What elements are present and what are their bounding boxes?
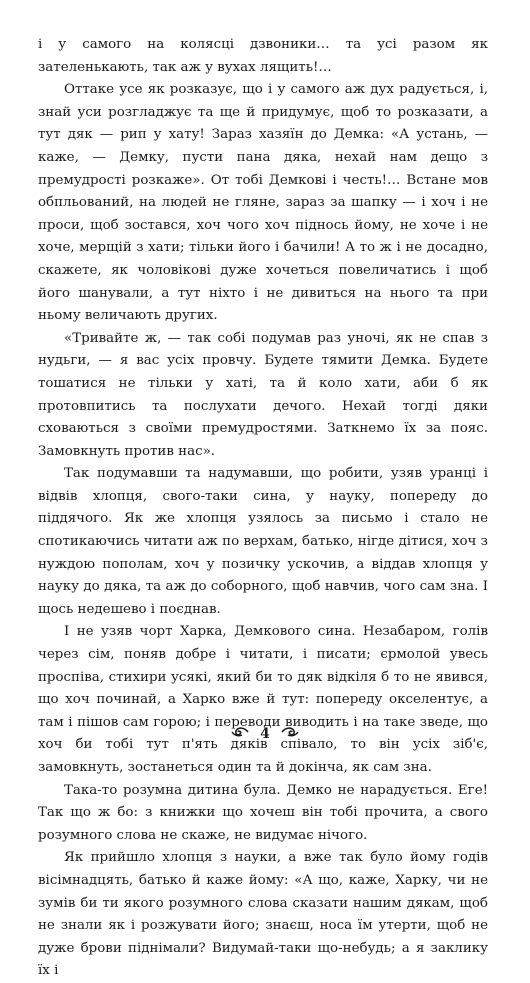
- page-number: 4: [260, 726, 270, 742]
- paragraph: І не узяв чорт Харка, Демкового сина. Незабаром, голів через сім, поняв добре і читати, і писати; єрмолой увесь проспіва, стихири усякі, який би то дяк відкіля б то не явився, що хоч починай, а Харко вже й тут: попереду окселентує, а там і пішов сам горою; і переводи виводить і на таке зведе, що хоч би тобі тут п'ять дяків співало, то він усіх зіб'є, замовкнуть, зостанеться один та й докінча, як сам зна.: [38, 624, 488, 775]
- page-body: [38, 34, 488, 983]
- right-fleuron-icon: [280, 726, 300, 742]
- paragraph: Оттаке усе як розказує, що і у самого аж дух радується, і, знай уси розгладжує та ще й придумує, щоб то розказати, а тут дяк — рип у хату! Зараз хазяїн до Демка: «А устань, — каже, — Демку, пусти пана дяка, нехай нам дещо з премудрості розкаже». От тобі Демкові і честь!… Встане мов обпльований, на людей не гляне, зараз за шапку — і хоч і не проси, щоб зостався, хоч чого хоч піднось йому, не хоче і не хоче, мерщій з хати; тільки його і бачили! А то ж і не досадно, скажете, як чоловікові дуже хочеться повеличатись і щоб його шанували, а тут ніхто і не дивиться на нього та при ньому величають других.: [38, 82, 488, 324]
- left-fleuron-icon: [230, 726, 250, 742]
- paragraph: Так подумавши та надумавши, що робити, узяв уранці і відвів хлопця, свого-таки сина, у науку, попереду до піддячого. Як же хлопця узялось за письмо і стало не спотикаючись читати аж по верхам, батько, нігде дітися, хоч з нуждою пополам, хоч у позичку ускочив, а віддав хлопця у науку до дяка, та аж до соборного, щоб навчив, чого сам зна. І щось недешево і поєднав.: [38, 466, 488, 617]
- paragraph: Така-то розумна дитина була. Демко не нарадується. Еге! Так що ж бо: з книжки що хочеш він тобі прочита, а свого розумного слова не скаже, не видумає нічого.: [38, 782, 488, 843]
- page-footer: [0, 726, 530, 742]
- paragraph: «Тривайте ж, — так собі подумав раз уночі, як не спав з нудьги, — я вас усіх провчу. Будете тямити Демка. Будете тошатися не тільки у хаті, та й коло хати, аби б як протовпитись та послухати дечого. Нехай тогді дяки сховаються з своїми премудростями. Заткнемо їх за пояс. Замовкнуть против нас».: [38, 330, 488, 459]
- paragraph: Як прийшло хлопця з науки, а вже так було йому годів вісімнадцять, батько й каже йому: «А що, каже, Харку, чи не зумів би ти якого розумного слова сказати нашим дякам, щоб не знали як і розжувати його; знаєш, носа їм утерти, щоб не дуже брови піднімали? Видумай-таки що-небудь; а я заклику їх і: [38, 850, 488, 979]
- paragraph: і у самого на колясці дзвоники… та усі разом як зателенькають, так аж у вухах лящить!…: [38, 37, 488, 75]
